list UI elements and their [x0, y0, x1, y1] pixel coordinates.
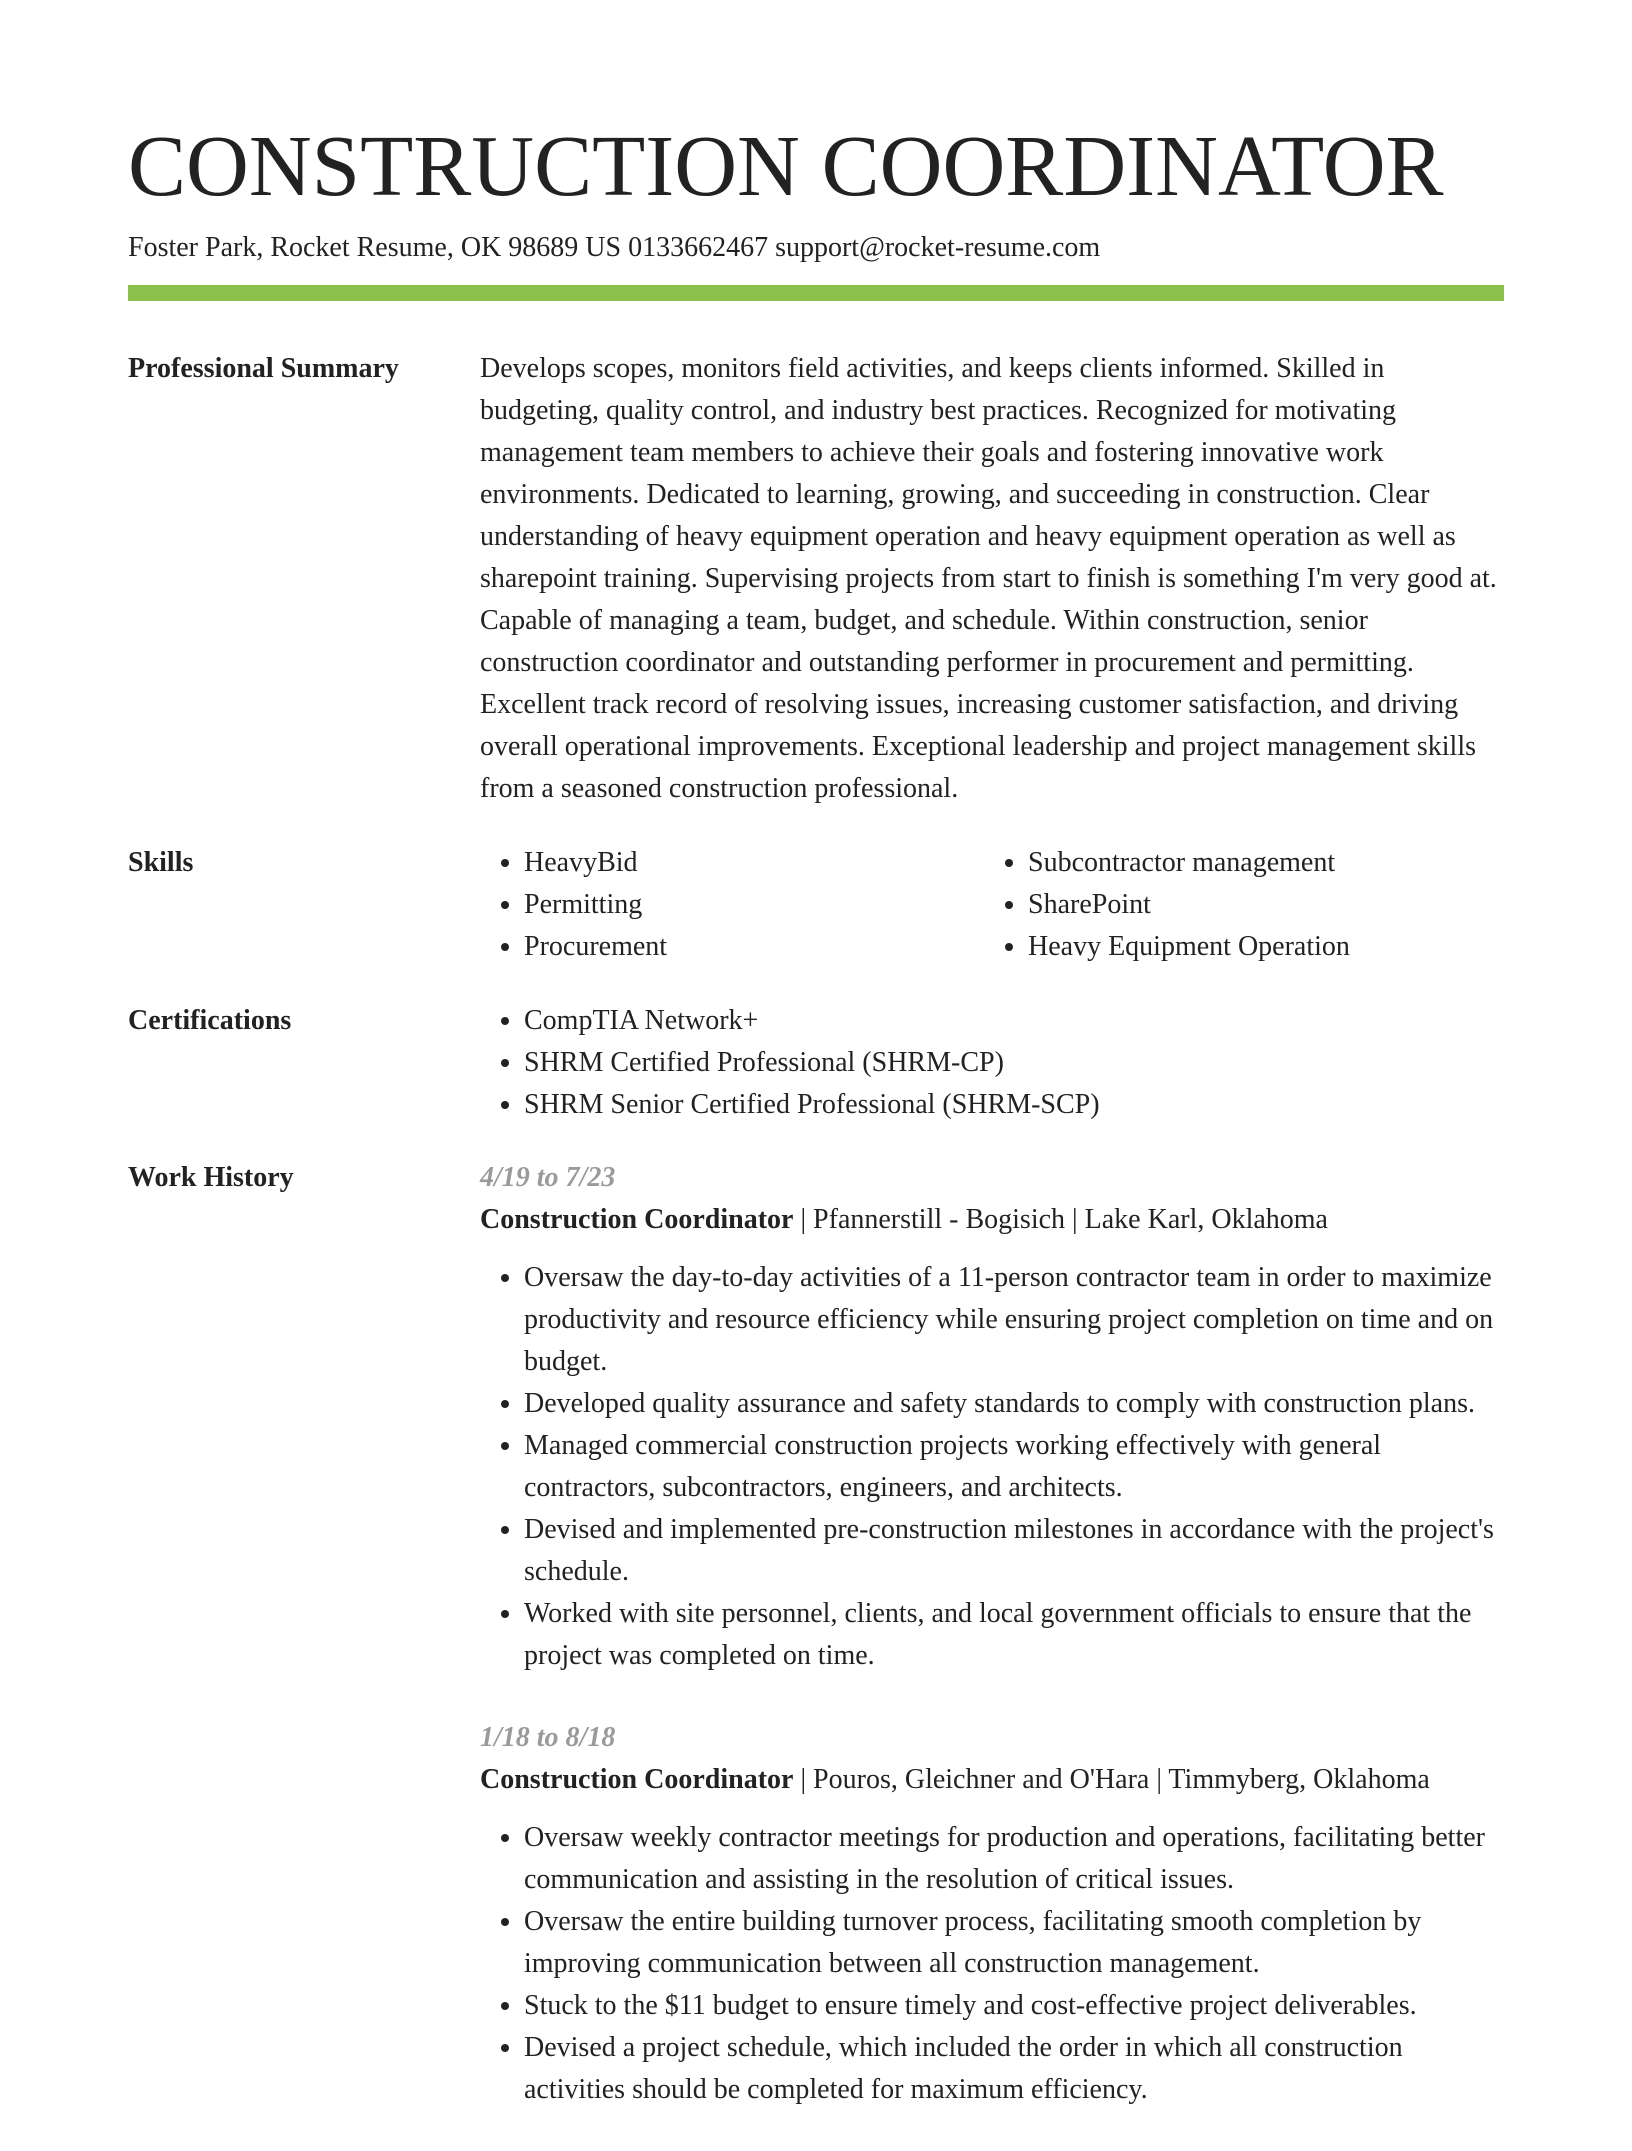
skills-column-left	[480, 842, 984, 968]
job-title: Construction Coordinator	[480, 1204, 794, 1235]
skills-section-title: Skills	[128, 847, 194, 878]
skill-item: • HeavyBid	[524, 842, 984, 884]
job-entry	[480, 1157, 1504, 1677]
job-bullet: • Devised and implemented pre-construction milestones in accordance with the project's schedule.	[524, 1509, 1504, 1593]
job-header	[480, 1199, 1504, 1241]
certification-item: • CompTIA Network+	[524, 1000, 1504, 1042]
certifications-list	[480, 1000, 1504, 1126]
job-details: | Pouros, Gleichner and O'Hara | Timmyberg, Oklahoma	[793, 1764, 1430, 1795]
contact-line: Foster Park, Rocket Resume, OK 98689 US 0133662467 support@rocket-resume.com	[128, 232, 1101, 263]
job-bullet: • Devised a project schedule, which included the order in which all construction activities should be completed for maximum efficiency.	[524, 2027, 1504, 2111]
job-bullet: • Worked with site personnel, clients, and local government officials to ensure that the project was completed on time.	[524, 1593, 1504, 1677]
job-bullet: • Stuck to the $11 budget to ensure timely and cost-effective project deliverables.	[524, 1985, 1504, 2027]
work-history-body	[480, 1157, 1504, 2151]
certifications-body	[480, 1000, 1504, 1126]
certifications-section-title: Certifications	[128, 1005, 292, 1036]
accent-divider	[128, 285, 1504, 301]
certification-item: • SHRM Certified Professional (SHRM-CP)	[524, 1042, 1504, 1084]
resume-name-heading: CONSTRUCTION COORDINATOR	[128, 117, 1444, 214]
skills-list-right	[984, 842, 1488, 968]
skill-item: • SharePoint	[1028, 884, 1488, 926]
job-date: 1/18 to 8/18	[480, 1722, 616, 1753]
job-date: 4/19 to 7/23	[480, 1162, 616, 1193]
job-title: Construction Coordinator	[480, 1764, 794, 1795]
work-history-section-title: Work History	[128, 1162, 294, 1193]
skills-list-left	[480, 842, 984, 968]
skill-item: • Subcontractor management	[1028, 842, 1488, 884]
summary-section-title: Professional Summary	[128, 353, 399, 384]
job-bullet: • Oversaw weekly contractor meetings for production and operations, facilitating better communication and assisting in the resolution of critical issues.	[524, 1817, 1504, 1901]
skills-body	[480, 842, 1504, 968]
job-bullets	[480, 1817, 1504, 2111]
job-entry	[480, 1717, 1504, 2111]
job-bullet: • Oversaw the day-to-day activities of a 11-person contractor team in order to maximize productivity and resource efficiency while ensuring project completion on time and on budget.	[524, 1257, 1504, 1383]
certification-item: • SHRM Senior Certified Professional (SHRM-SCP)	[524, 1084, 1504, 1126]
skill-item: • Heavy Equipment Operation	[1028, 926, 1488, 968]
job-bullet: • Developed quality assurance and safety standards to comply with construction plans.	[524, 1383, 1504, 1425]
summary-body	[480, 348, 1504, 810]
job-bullet: • Oversaw the entire building turnover process, facilitating smooth completion by improving communication between all construction management.	[524, 1901, 1504, 1985]
job-details: | Pfannerstill - Bogisich | Lake Karl, Oklahoma	[793, 1204, 1328, 1235]
skill-item: • Permitting	[524, 884, 984, 926]
skills-column-right	[984, 842, 1488, 968]
summary-text: Develops scopes, monitors field activities, and keeps clients informed. Skilled in budgeting, quality control, and industry best practices. Recognized for motivating management team members to achieve their goals and fostering innovative work environments. Dedicated to learning, growing, and succeeding in construction. Clear understanding of heavy equipment operation and heavy equipment operation as well as sharepoint training. Supervising projects from start to finish is something I'm very good at. Capable of managing a team, budget, and schedule. Within construction, senior construction coordinator and outstanding performer in procurement and permitting. Excellent track record of resolving issues, increasing customer satisfaction, and driving overall operational improvements. Exceptional leadership and project management skills from a seasoned construction professional.	[480, 353, 1497, 804]
skill-item: • Procurement	[524, 926, 984, 968]
job-bullets	[480, 1257, 1504, 1677]
job-header	[480, 1759, 1504, 1801]
job-bullet: • Managed commercial construction projects working effectively with general contractors, subcontractors, engineers, and architects.	[524, 1425, 1504, 1509]
